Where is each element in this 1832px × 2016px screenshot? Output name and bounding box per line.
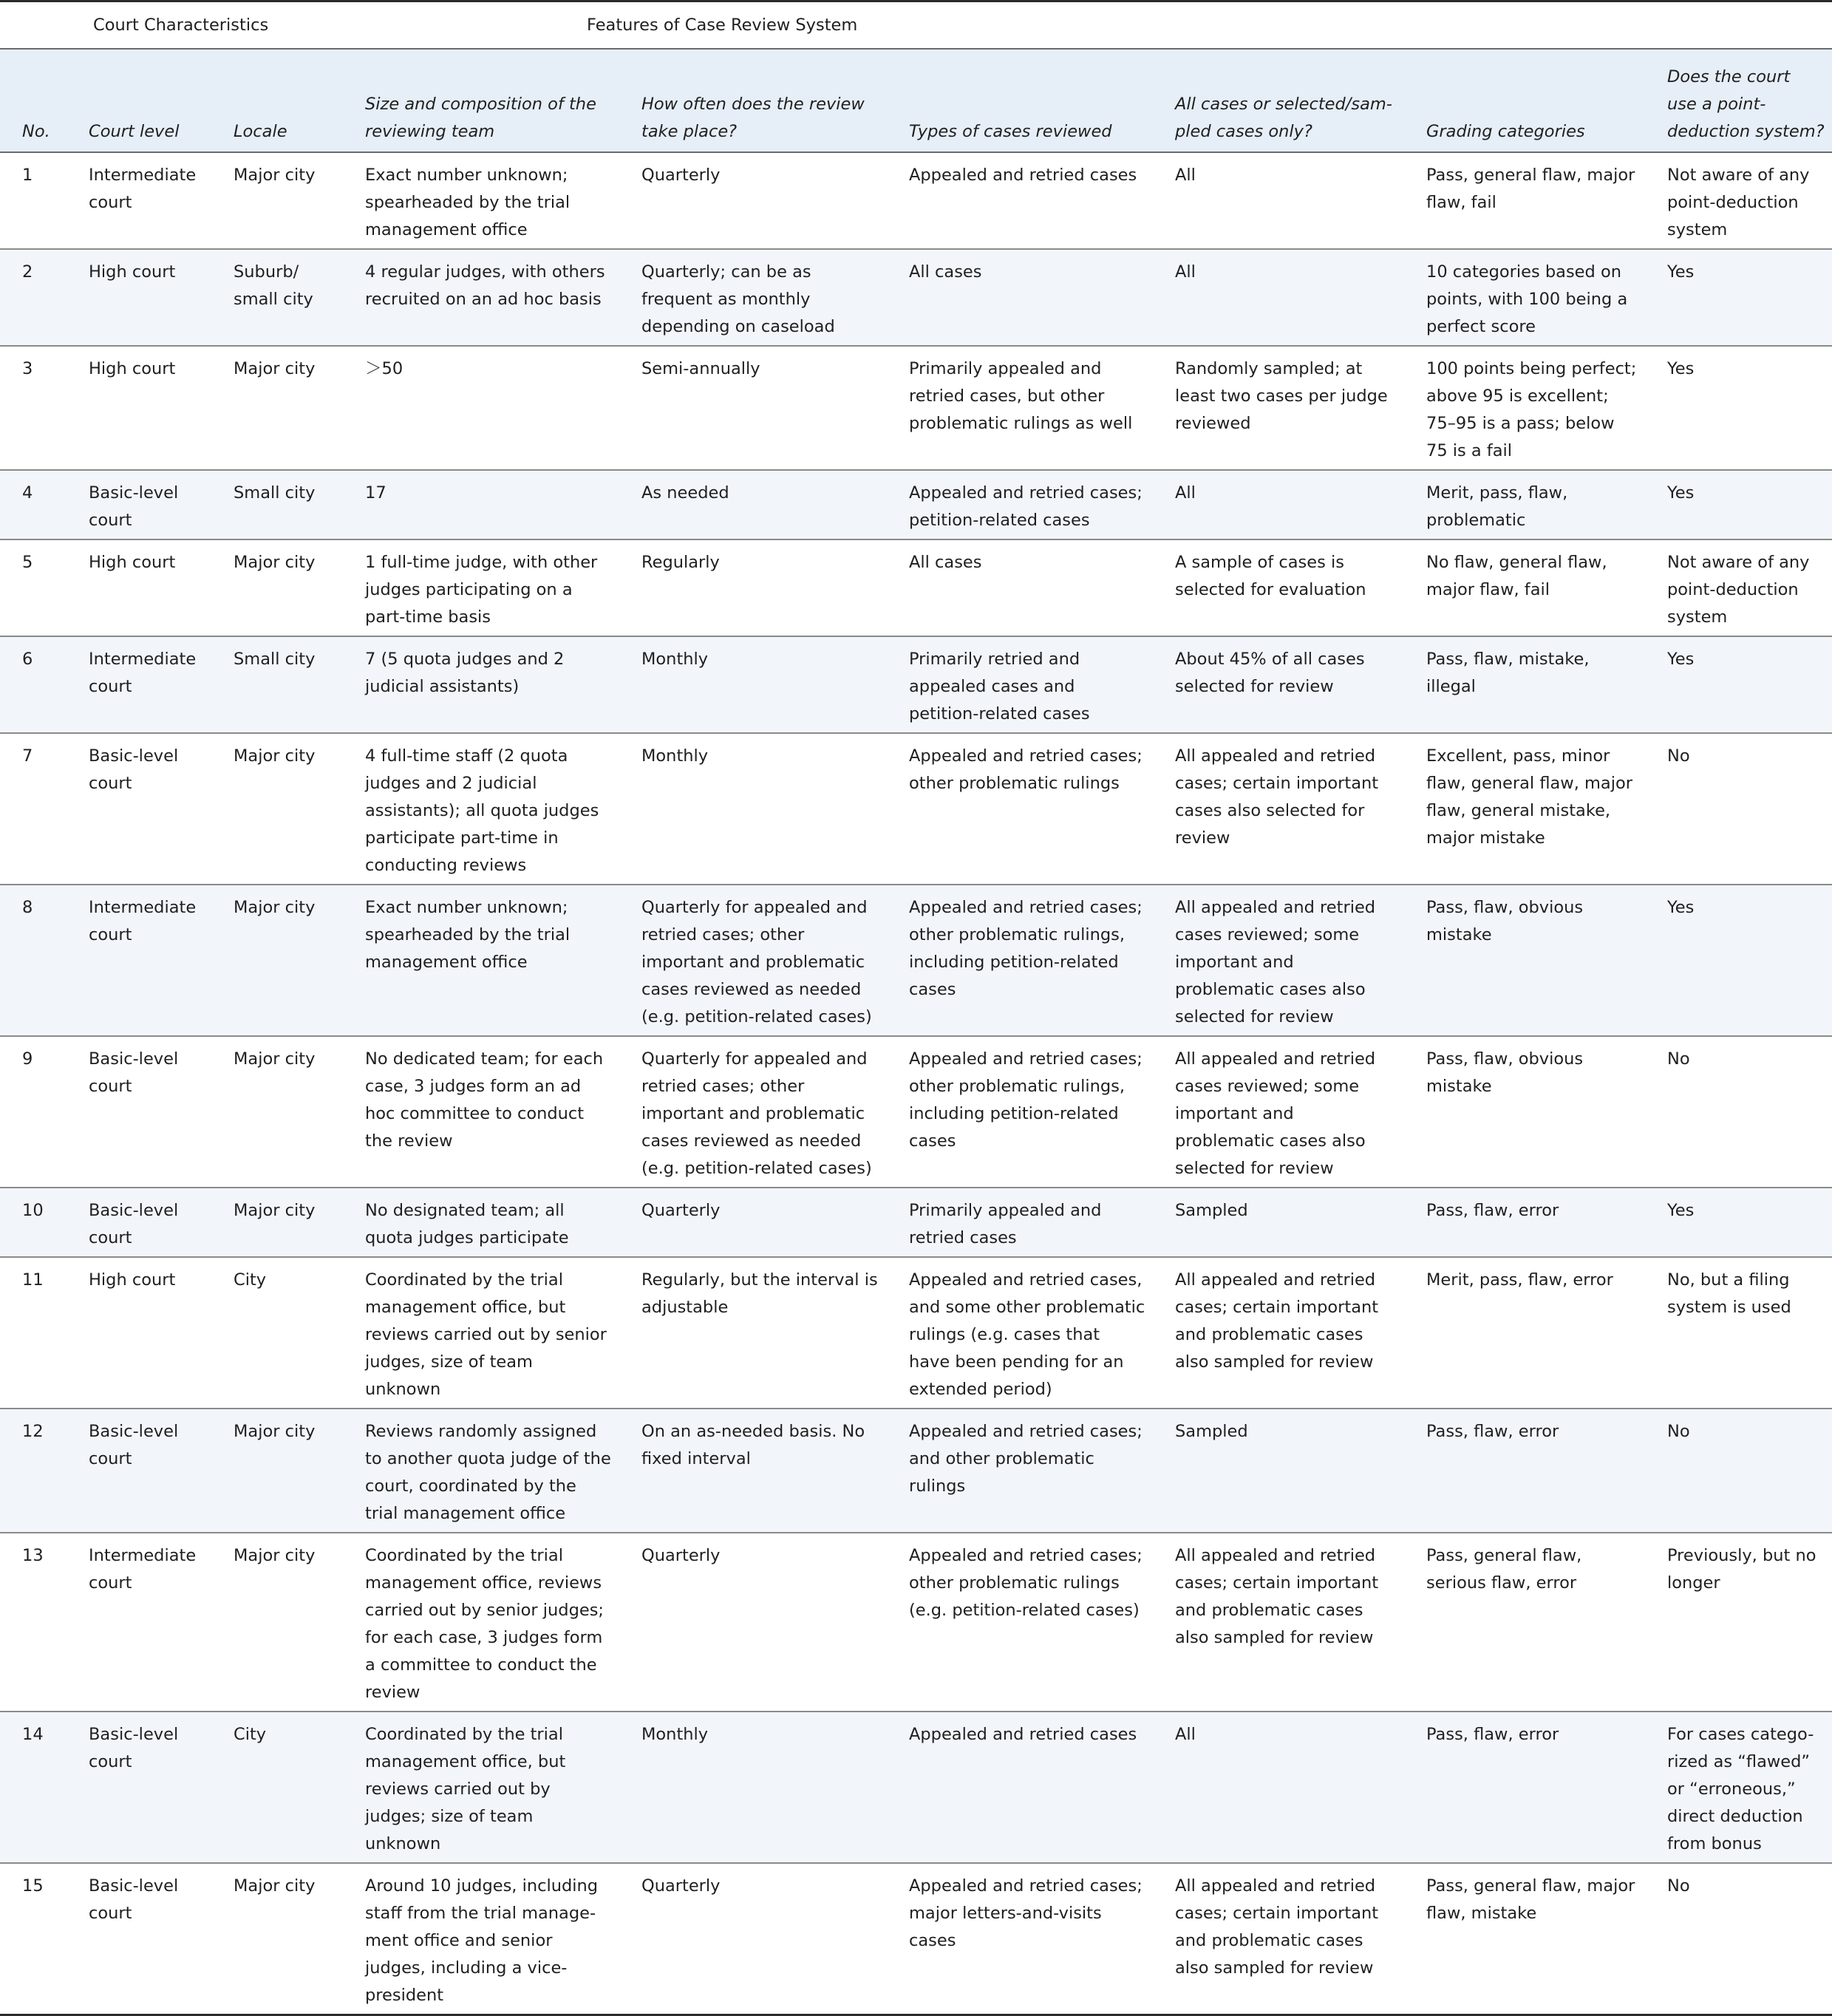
cell-team: No dedicated team; for each case, 3 judges form an ad hoc committee to conduct the review <box>343 1036 619 1188</box>
cell-grading: Pass, general flaw, major flaw, mistake <box>1404 1863 1645 2015</box>
cell-frequency: Monthly <box>619 733 887 885</box>
cell-selection: All appealed and retried cases; certain important and problematic cases also sampled for review <box>1153 1863 1404 2015</box>
cell-team: Around 10 judges, including staff from the trial manage-ment office and senior judges, including a vice-president <box>343 1863 619 2015</box>
cell-deduction: Yes <box>1645 346 1832 470</box>
table-row <box>0 733 1832 885</box>
cell-frequency: Regularly <box>619 539 887 636</box>
cell-no: 12 <box>0 1409 67 1533</box>
cell-court-level: Basic-level court <box>67 1409 211 1533</box>
cell-frequency: Semi-annually <box>619 346 887 470</box>
cell-selection: Sampled <box>1153 1409 1404 1533</box>
cell-team: 1 full-time judge, with other judges participating on a part-time basis <box>343 539 619 636</box>
cell-no: 6 <box>0 636 67 733</box>
col-header-locale: Locale <box>211 49 343 152</box>
cell-locale: Major city <box>211 1409 343 1533</box>
header-group-row <box>0 1 1832 50</box>
cell-locale: City <box>211 1712 343 1863</box>
cell-court-level: Basic-level court <box>67 1036 211 1188</box>
col-header-team: Size and composition of the reviewing team <box>343 49 619 152</box>
table-body <box>0 152 1832 2015</box>
cell-locale: Major city <box>211 1036 343 1188</box>
cell-deduction: No <box>1645 1409 1832 1533</box>
cell-grading: Pass, flaw, error <box>1404 1712 1645 1863</box>
cell-grading: Pass, flaw, mistake, illegal <box>1404 636 1645 733</box>
cell-frequency: Monthly <box>619 1712 887 1863</box>
cell-selection: Randomly sampled; at least two cases per judge reviewed <box>1153 346 1404 470</box>
cell-frequency: Quarterly <box>619 1863 887 2015</box>
table-row <box>0 1712 1832 1863</box>
group-court-characteristics: Court Characteristics <box>0 1 343 50</box>
cell-court-level: Intermediate court <box>67 636 211 733</box>
cell-team: 17 <box>343 470 619 539</box>
cell-selection: All appealed and retried cases; certain important and problematic cases also sampled for review <box>1153 1533 1404 1712</box>
cell-types: Appealed and retried cases <box>887 1712 1153 1863</box>
table-row <box>0 1533 1832 1712</box>
cell-types: All cases <box>887 539 1153 636</box>
cell-no: 13 <box>0 1533 67 1712</box>
cell-court-level: Intermediate court <box>67 885 211 1036</box>
cell-types: Appealed and retried cases, and some other problematic rulings (e.g. cases that have been pending for an extended period) <box>887 1257 1153 1409</box>
table-row <box>0 1257 1832 1409</box>
cell-deduction: Not aware of any point-deduction system <box>1645 152 1832 249</box>
cell-team: Coordinated by the trial management office, but reviews carried out by judges; size of team unknown <box>343 1712 619 1863</box>
cell-deduction: Previously, but no longer <box>1645 1533 1832 1712</box>
col-header-no: No. <box>0 49 67 152</box>
cell-frequency: Quarterly for appealed and retried cases; other important and problematic cases reviewed as needed (e.g. petition-related cases) <box>619 885 887 1036</box>
cell-selection: About 45% of all cases selected for review <box>1153 636 1404 733</box>
table-row <box>0 470 1832 539</box>
cell-deduction: Not aware of any point-deduction system <box>1645 539 1832 636</box>
table-row <box>0 152 1832 249</box>
cell-no: 2 <box>0 249 67 346</box>
cell-grading: Merit, pass, flaw, error <box>1404 1257 1645 1409</box>
cell-locale: City <box>211 1257 343 1409</box>
cell-types: All cases <box>887 249 1153 346</box>
cell-court-level: Intermediate court <box>67 1533 211 1712</box>
cell-no: 11 <box>0 1257 67 1409</box>
cell-no: 10 <box>0 1188 67 1257</box>
cell-frequency: Quarterly; can be as frequent as monthly depending on caseload <box>619 249 887 346</box>
cell-team: Exact number unknown; spearheaded by the trial management office <box>343 152 619 249</box>
cell-grading: Pass, flaw, error <box>1404 1409 1645 1533</box>
cell-deduction: No <box>1645 733 1832 885</box>
table-row <box>0 539 1832 636</box>
cell-locale: Major city <box>211 1533 343 1712</box>
cell-deduction: Yes <box>1645 1188 1832 1257</box>
col-header-grading: Grading categories <box>1404 49 1645 152</box>
cell-team: 7 (5 quota judges and 2 judicial assistants) <box>343 636 619 733</box>
cell-team: Exact number unknown; spearheaded by the trial management office <box>343 885 619 1036</box>
cell-types: Appealed and retried cases; other problematic rulings, including petition-related cases <box>887 885 1153 1036</box>
cell-no: 4 <box>0 470 67 539</box>
cell-locale: Suburb/ small city <box>211 249 343 346</box>
cell-locale: Major city <box>211 539 343 636</box>
cell-court-level: Basic-level court <box>67 1188 211 1257</box>
cell-grading: Pass, flaw, obvious mistake <box>1404 885 1645 1036</box>
table-row <box>0 1188 1832 1257</box>
cell-deduction: Yes <box>1645 636 1832 733</box>
cell-grading: 100 points being perfect; above 95 is excellent; 75–95 is a pass; below 75 is a fail <box>1404 346 1645 470</box>
cell-team: Coordinated by the trial management office, but reviews carried out by senior judges, size of team unknown <box>343 1257 619 1409</box>
cell-frequency: As needed <box>619 470 887 539</box>
cell-selection: All <box>1153 1712 1404 1863</box>
cell-selection: All appealed and retried cases; certain important cases also selected for review <box>1153 733 1404 885</box>
cell-types: Appealed and retried cases <box>887 152 1153 249</box>
cell-selection: All <box>1153 249 1404 346</box>
cell-types: Appealed and retried cases; and other problematic rulings <box>887 1409 1153 1533</box>
cell-grading: 10 categories based on points, with 100 being a perfect score <box>1404 249 1645 346</box>
cell-court-level: High court <box>67 346 211 470</box>
cell-deduction: No <box>1645 1863 1832 2015</box>
cell-court-level: Intermediate court <box>67 152 211 249</box>
cell-selection: All appealed and retried cases; certain important and problematic cases also sampled for review <box>1153 1257 1404 1409</box>
cell-deduction: Yes <box>1645 885 1832 1036</box>
cell-court-level: Basic-level court <box>67 1712 211 1863</box>
col-header-deduction: Does the court use a point-deduction system? <box>1645 49 1832 152</box>
cell-locale: Major city <box>211 733 343 885</box>
cell-types: Appealed and retried cases; petition-related cases <box>887 470 1153 539</box>
cell-types: Appealed and retried cases; major letters-and-visits cases <box>887 1863 1153 2015</box>
cell-locale: Major city <box>211 1863 343 2015</box>
cell-selection: Sampled <box>1153 1188 1404 1257</box>
cell-court-level: Basic-level court <box>67 470 211 539</box>
cell-selection: A sample of cases is selected for evaluation <box>1153 539 1404 636</box>
cell-court-level: High court <box>67 539 211 636</box>
column-header-row <box>0 49 1832 152</box>
cell-frequency: Quarterly <box>619 1188 887 1257</box>
cell-types: Appealed and retried cases; other problematic rulings, including petition-related cases <box>887 1036 1153 1188</box>
cell-grading: No flaw, general flaw, major flaw, fail <box>1404 539 1645 636</box>
cell-selection: All <box>1153 152 1404 249</box>
cell-court-level: Basic-level court <box>67 1863 211 2015</box>
cell-types: Primarily appealed and retried cases <box>887 1188 1153 1257</box>
cell-locale: Small city <box>211 636 343 733</box>
cell-grading: Excellent, pass, minor flaw, general flaw, major flaw, general mistake, major mistake <box>1404 733 1645 885</box>
cell-locale: Major city <box>211 346 343 470</box>
col-header-court-level: Court level <box>67 49 211 152</box>
cell-frequency: Quarterly <box>619 152 887 249</box>
cell-team: 4 regular judges, with others recruited on an ad hoc basis <box>343 249 619 346</box>
table-header <box>0 1 1832 153</box>
table-row <box>0 885 1832 1036</box>
cell-types: Appealed and retried cases; other problematic rulings <box>887 733 1153 885</box>
cell-frequency: On an as-needed basis. No fixed interval <box>619 1409 887 1533</box>
cell-grading: Pass, flaw, error <box>1404 1188 1645 1257</box>
cell-deduction: No <box>1645 1036 1832 1188</box>
cell-team: No designated team; all quota judges participate <box>343 1188 619 1257</box>
cell-no: 15 <box>0 1863 67 2015</box>
cell-deduction: Yes <box>1645 470 1832 539</box>
table-row <box>0 346 1832 470</box>
cell-no: 9 <box>0 1036 67 1188</box>
cell-deduction: Yes <box>1645 249 1832 346</box>
cell-no: 14 <box>0 1712 67 1863</box>
cell-locale: Small city <box>211 470 343 539</box>
table-row <box>0 249 1832 346</box>
cell-grading: Pass, general flaw, serious flaw, error <box>1404 1533 1645 1712</box>
cell-types: Primarily retried and appealed cases and petition-related cases <box>887 636 1153 733</box>
cell-frequency: Monthly <box>619 636 887 733</box>
group-case-review-features: Features of Case Review System <box>343 1 1832 50</box>
table-row <box>0 1036 1832 1188</box>
col-header-frequency: How often does the review take place? <box>619 49 887 152</box>
table-row <box>0 1409 1832 1533</box>
cell-locale: Major city <box>211 152 343 249</box>
col-header-types: Types of cases reviewed <box>887 49 1153 152</box>
table-row <box>0 1863 1832 2015</box>
cell-deduction: No, but a filing system is used <box>1645 1257 1832 1409</box>
cell-grading: Merit, pass, flaw, problematic <box>1404 470 1645 539</box>
cell-no: 5 <box>0 539 67 636</box>
cell-team: ＞50 <box>343 346 619 470</box>
cell-team: Reviews randomly assigned to another quota judge of the court, coordinated by the trial management office <box>343 1409 619 1533</box>
cell-locale: Major city <box>211 1188 343 1257</box>
cell-locale: Major city <box>211 885 343 1036</box>
cell-grading: Pass, flaw, obvious mistake <box>1404 1036 1645 1188</box>
cell-court-level: Basic-level court <box>67 733 211 885</box>
cell-no: 1 <box>0 152 67 249</box>
cell-team: Coordinated by the trial management office, reviews carried out by senior judges; for each case, 3 judges form a committee to conduct the review <box>343 1533 619 1712</box>
cell-court-level: High court <box>67 1257 211 1409</box>
col-header-selection: All cases or selected/sam-pled cases only? <box>1153 49 1404 152</box>
cell-selection: All <box>1153 470 1404 539</box>
cell-court-level: High court <box>67 249 211 346</box>
cell-frequency: Quarterly <box>619 1533 887 1712</box>
cell-deduction: For cases catego-rized as “flawed” or “erroneous,” direct deduction from bonus <box>1645 1712 1832 1863</box>
cell-no: 8 <box>0 885 67 1036</box>
table-row <box>0 636 1832 733</box>
cell-selection: All appealed and retried cases reviewed; some important and problematic cases also selected for review <box>1153 1036 1404 1188</box>
cell-types: Primarily appealed and retried cases, but other problematic rulings as well <box>887 346 1153 470</box>
cell-no: 3 <box>0 346 67 470</box>
cell-types: Appealed and retried cases; other problematic rulings (e.g. petition-related cases) <box>887 1533 1153 1712</box>
cell-frequency: Quarterly for appealed and retried cases; other important and problematic cases reviewed as needed (e.g. petition-related cases) <box>619 1036 887 1188</box>
cell-grading: Pass, general flaw, major flaw, fail <box>1404 152 1645 249</box>
cell-selection: All appealed and retried cases reviewed; some important and problematic cases also selected for review <box>1153 885 1404 1036</box>
cell-no: 7 <box>0 733 67 885</box>
cell-team: 4 full-time staff (2 quota judges and 2 judicial assistants); all quota judges participate part-time in conducting reviews <box>343 733 619 885</box>
cell-frequency: Regularly, but the interval is adjustable <box>619 1257 887 1409</box>
